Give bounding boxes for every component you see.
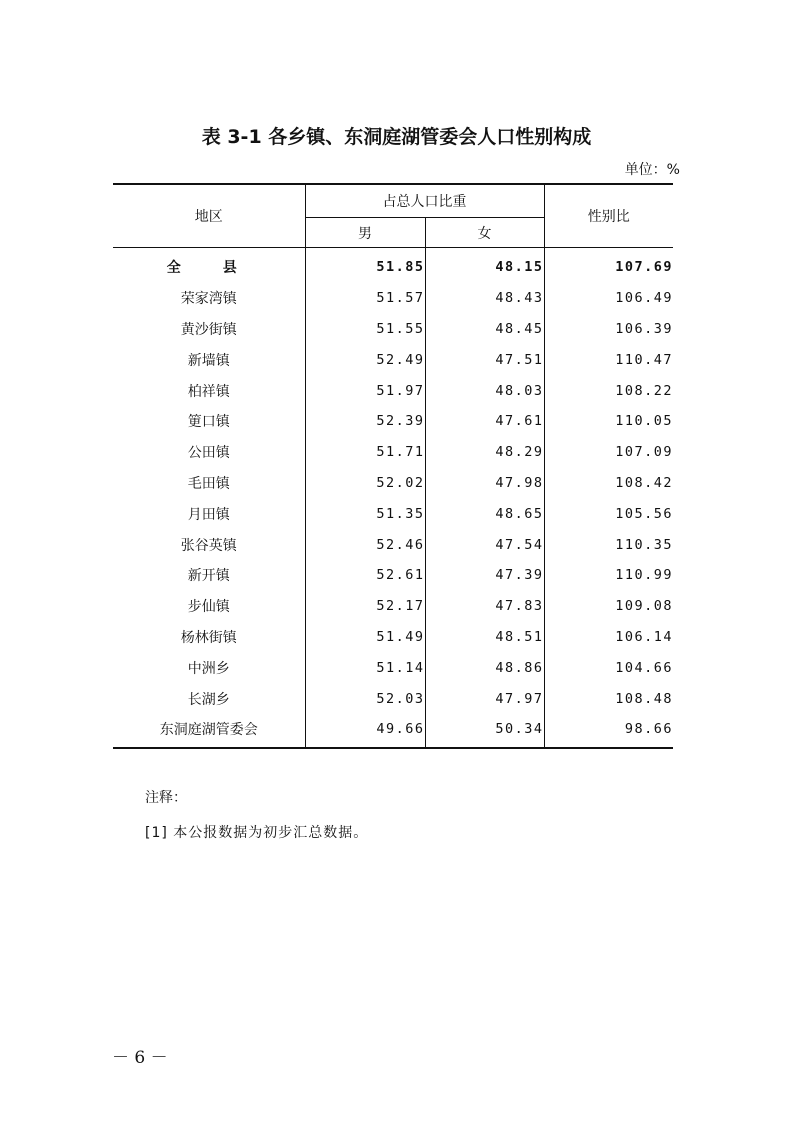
header-share: 占总人口比重 [305, 184, 544, 218]
male-share-cell: 51.85 [305, 248, 425, 283]
region-cell: 全 县 [113, 248, 305, 283]
sex-ratio-cell: 109.08 [615, 598, 673, 615]
male-share-cell: 52.17 [305, 591, 425, 622]
female-share-cell: 48.29 [425, 437, 544, 468]
female-share-cell: 47.98 [425, 468, 544, 499]
table-row [113, 652, 673, 683]
region-cell: 荣家湾镇 [113, 283, 305, 314]
sex-ratio-cell: 110.35 [615, 536, 673, 553]
male-share-cell: 52.03 [305, 683, 425, 714]
sex-ratio-cell: 104.66 [615, 659, 673, 676]
male-share-cell: 52.61 [305, 560, 425, 591]
region-cell: 中洲乡 [113, 652, 305, 683]
sex-ratio-cell: 98.66 [624, 721, 673, 738]
region-cell: 张谷英镇 [113, 529, 305, 560]
sex-ratio-cell: 106.39 [615, 320, 673, 337]
male-share-cell: 51.97 [305, 375, 425, 406]
region-cell: 毛田镇 [113, 468, 305, 499]
table-row [113, 529, 673, 560]
table-row [113, 560, 673, 591]
table-row [113, 248, 673, 283]
header-male: 男 [305, 218, 425, 248]
header-female: 女 [425, 218, 544, 248]
region-cell: 步仙镇 [113, 591, 305, 622]
table-row [113, 468, 673, 499]
table-row [113, 683, 673, 714]
table-row [113, 437, 673, 468]
region-cell: 杨林街镇 [113, 622, 305, 653]
male-share-cell: 51.71 [305, 437, 425, 468]
male-share-cell: 52.02 [305, 468, 425, 499]
female-share-cell: 47.54 [425, 529, 544, 560]
female-share-cell: 48.65 [425, 498, 544, 529]
female-share-cell: 48.86 [425, 652, 544, 683]
female-share-cell: 48.45 [425, 314, 544, 345]
table-row [113, 283, 673, 314]
female-share-cell: 47.83 [425, 591, 544, 622]
table-title: 表 3-1 各乡镇、东洞庭湖管委会人口性别构成 [201, 126, 592, 148]
table-row [113, 344, 673, 375]
female-share-cell: 47.39 [425, 560, 544, 591]
sex-ratio-cell: 106.14 [615, 628, 673, 645]
male-share-cell: 52.46 [305, 529, 425, 560]
note-item: [1] 本公报数据为初步汇总数据。 [145, 825, 369, 841]
female-share-cell: 48.51 [425, 622, 544, 653]
sex-ratio-cell: 107.09 [615, 444, 673, 461]
table-row [113, 406, 673, 437]
region-cell: 新开镇 [113, 560, 305, 591]
sex-ratio-cell: 110.05 [615, 413, 673, 430]
region-cell: 长湖乡 [113, 683, 305, 714]
region-cell: 月田镇 [113, 498, 305, 529]
female-share-cell: 48.15 [425, 248, 544, 283]
sex-ratio-cell: 110.47 [615, 351, 673, 368]
unit-label: 单位：% [624, 162, 680, 178]
population-sex-table [113, 183, 673, 749]
sex-ratio-cell: 108.48 [615, 690, 673, 707]
sex-ratio-cell: 107.69 [615, 259, 673, 276]
table-row [113, 591, 673, 622]
sex-ratio-cell: 110.99 [615, 567, 673, 584]
female-share-cell: 47.97 [425, 683, 544, 714]
male-share-cell: 52.39 [305, 406, 425, 437]
table-row [113, 714, 673, 748]
sex-ratio-cell: 108.42 [615, 474, 673, 491]
table-row [113, 375, 673, 406]
male-share-cell: 52.49 [305, 344, 425, 375]
male-share-cell: 49.66 [305, 714, 425, 748]
table-row [113, 622, 673, 653]
female-share-cell: 48.03 [425, 375, 544, 406]
female-share-cell: 48.43 [425, 283, 544, 314]
female-share-cell: 47.61 [425, 406, 544, 437]
male-share-cell: 51.14 [305, 652, 425, 683]
region-cell: 柏祥镇 [113, 375, 305, 406]
sex-ratio-cell: 106.49 [615, 290, 673, 307]
region-cell: 新墙镇 [113, 344, 305, 375]
page-number: － 6 － [112, 1048, 168, 1068]
female-share-cell: 47.51 [425, 344, 544, 375]
table-row [113, 498, 673, 529]
region-cell: 公田镇 [113, 437, 305, 468]
male-share-cell: 51.55 [305, 314, 425, 345]
male-share-cell: 51.35 [305, 498, 425, 529]
sex-ratio-cell: 105.56 [615, 505, 673, 522]
header-sex-ratio: 性别比 [544, 184, 673, 248]
region-cell: 黄沙街镇 [113, 314, 305, 345]
male-share-cell: 51.57 [305, 283, 425, 314]
notes-title: 注释： [145, 790, 187, 806]
table-row [113, 314, 673, 345]
sex-ratio-cell: 108.22 [615, 382, 673, 399]
male-share-cell: 51.49 [305, 622, 425, 653]
header-region: 地区 [113, 184, 305, 248]
region-cell: 筻口镇 [113, 406, 305, 437]
female-share-cell: 50.34 [425, 714, 544, 748]
region-cell: 东洞庭湖管委会 [113, 714, 305, 748]
